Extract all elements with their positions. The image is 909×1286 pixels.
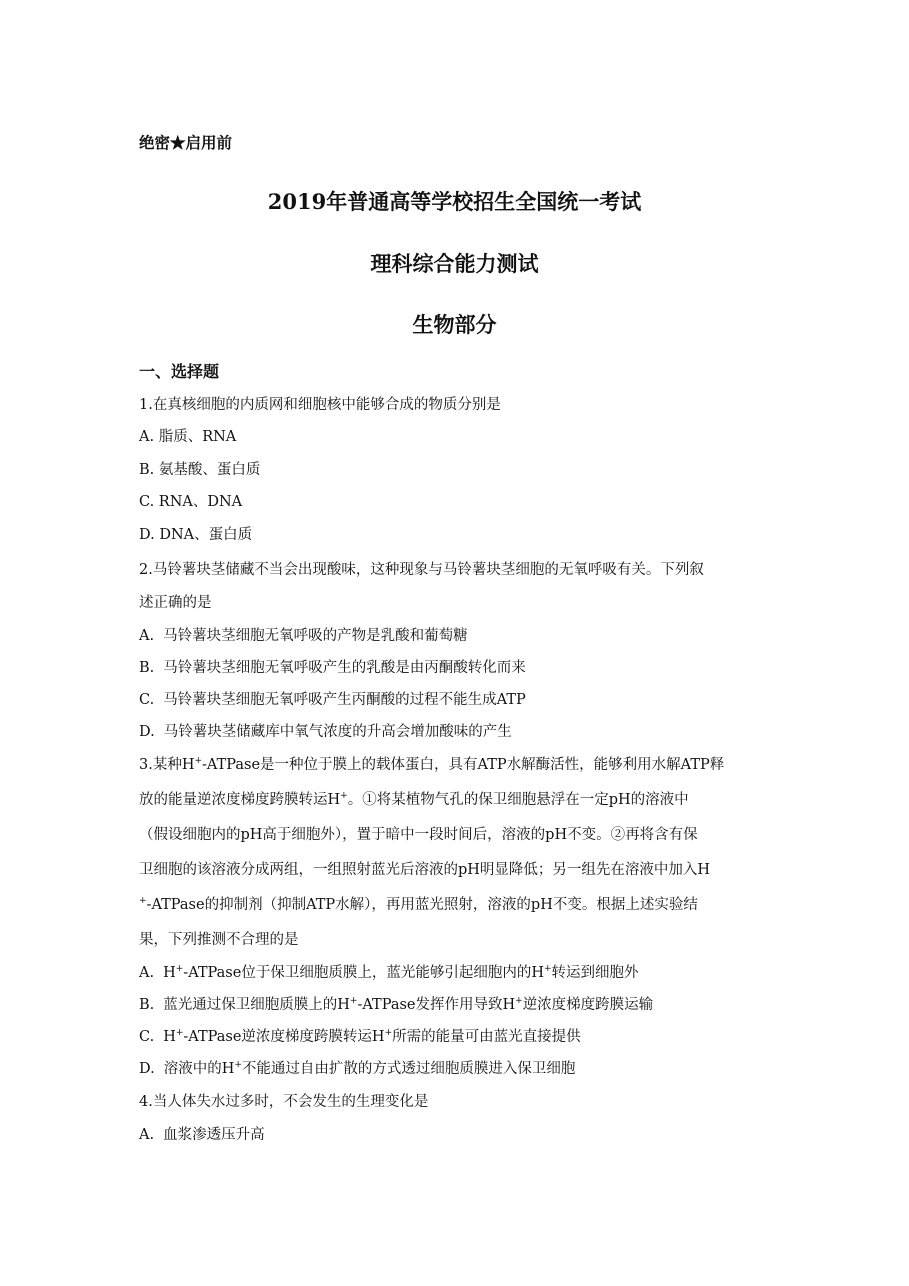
superscript: + bbox=[175, 964, 184, 974]
text: 蓝光通过保卫细胞质膜上的H bbox=[163, 997, 350, 1013]
text: 不能通过自由扩散的方式透过细胞质膜进入保卫细胞 bbox=[241, 1061, 576, 1077]
text: 3.某种H bbox=[139, 757, 195, 773]
q2-stem-line1: 2.马铃薯块茎储藏不当会出现酸味，这种现象与马铃薯块茎细胞的无氧呼吸有关。下列叙 bbox=[139, 562, 704, 578]
superscript: + bbox=[194, 756, 203, 766]
text: 放的能量逆浓度梯度跨膜转运H bbox=[139, 792, 341, 808]
option-text: 马铃薯块茎细胞无氧呼吸产生的乳酸是由丙酮酸转化而来 bbox=[163, 660, 526, 676]
exam-subtitle: 理科综合能力测试 bbox=[370, 251, 539, 276]
text: 逆浓度梯度跨膜运输 bbox=[522, 997, 654, 1013]
text: -ATPase是一种位于膜上的载体蛋白，具有ATP水解酶活性，能够利用水解ATP释 bbox=[202, 757, 725, 773]
q3-stem-line6: 果，下列推测不合理的是 bbox=[139, 932, 299, 948]
text: 溶液中的H bbox=[163, 1061, 235, 1077]
option-text: 血浆渗透压升高 bbox=[163, 1127, 265, 1143]
q4-stem: 4.当人体失水过多时，不会发生的生理变化是 bbox=[139, 1094, 429, 1110]
text: 所需的能量可由蓝光直接提供 bbox=[392, 1029, 581, 1045]
superscript: + bbox=[139, 896, 147, 906]
option-text: 马铃薯块茎细胞无氧呼吸产生丙酮酸的过程不能生成ATP bbox=[163, 692, 526, 708]
q3-option-b bbox=[139, 995, 653, 1015]
q3-stem-line2 bbox=[139, 790, 689, 810]
option-text: 马铃薯块茎储藏库中氧气浓度的升高会增加酸味的产生 bbox=[163, 724, 512, 740]
text: -ATPase的抑制剂（抑制ATP水解），再用蓝光照射，溶液的pH不变。根据上述实验结 bbox=[146, 897, 698, 913]
text: -ATPase发挥作用导致H bbox=[357, 997, 516, 1013]
section-heading: 一、选择题 bbox=[139, 362, 220, 381]
text: H bbox=[163, 965, 176, 981]
q1-option-d: D. DNA、蛋白质 bbox=[139, 527, 253, 543]
option-key: C. bbox=[139, 692, 155, 708]
q3-stem-line4: 卫细胞的该溶液分成两组，一组照射蓝光后溶液的pH明显降低；另一组先在溶液中加入H bbox=[139, 862, 711, 878]
option-key: B. bbox=[139, 660, 155, 676]
superscript: + bbox=[384, 1028, 393, 1038]
q3-stem-line1 bbox=[139, 755, 724, 775]
q1-option-a: A. 脂质、RNA bbox=[139, 429, 237, 445]
q2-stem-line2: 述正确的是 bbox=[139, 595, 212, 611]
option-text: 马铃薯块茎细胞无氧呼吸的产物是乳酸和葡萄糖 bbox=[163, 628, 468, 644]
q1-option-c: C. RNA、DNA bbox=[139, 494, 243, 510]
option-key: C. bbox=[139, 1029, 155, 1045]
q1-stem: 1.在真核细胞的内质网和细胞核中能够合成的物质分别是 bbox=[139, 397, 501, 413]
exam-title: 2019年普通高等学校招生全国统一考试 bbox=[267, 189, 642, 214]
exam-part: 生物部分 bbox=[412, 312, 497, 337]
superscript: + bbox=[175, 1028, 184, 1038]
text: H bbox=[163, 1029, 176, 1045]
superscript: + bbox=[349, 996, 358, 1006]
q3-stem-line3: （假设细胞内的pH高于细胞外），置于暗中一段时间后，溶液的pH不变。②再将含有保 bbox=[139, 827, 698, 843]
text: -ATPase逆浓度梯度跨膜转运H bbox=[183, 1029, 385, 1045]
q2-option-b bbox=[139, 658, 526, 678]
option-key: D. bbox=[139, 724, 155, 740]
option-key: B. bbox=[139, 997, 155, 1013]
confidential-mark: 绝密★启用前 bbox=[139, 133, 233, 152]
q3-option-c bbox=[139, 1027, 581, 1047]
superscript: + bbox=[234, 1060, 242, 1070]
q3-option-a bbox=[139, 963, 639, 983]
q3-stem-line5 bbox=[139, 895, 698, 915]
q3-option-d bbox=[139, 1059, 575, 1079]
q1-option-b: B. 氨基酸、蛋白质 bbox=[139, 462, 261, 478]
q2-option-a bbox=[139, 626, 468, 646]
q2-option-c bbox=[139, 690, 526, 710]
superscript: + bbox=[340, 791, 348, 801]
text: 。①将某植物气孔的保卫细胞悬浮在一定pH的溶液中 bbox=[347, 792, 689, 808]
option-key: D. bbox=[139, 1061, 155, 1077]
q4-option-a bbox=[139, 1125, 265, 1145]
q2-option-d bbox=[139, 722, 512, 742]
text: -ATPase位于保卫细胞质膜上，蓝光能够引起细胞内的H bbox=[183, 965, 544, 981]
superscript: + bbox=[515, 996, 523, 1006]
option-key: A. bbox=[139, 628, 155, 644]
option-key: A. bbox=[139, 1127, 155, 1143]
text: 转运到细胞外 bbox=[551, 965, 639, 981]
option-key: A. bbox=[139, 965, 155, 981]
superscript: + bbox=[543, 964, 552, 974]
